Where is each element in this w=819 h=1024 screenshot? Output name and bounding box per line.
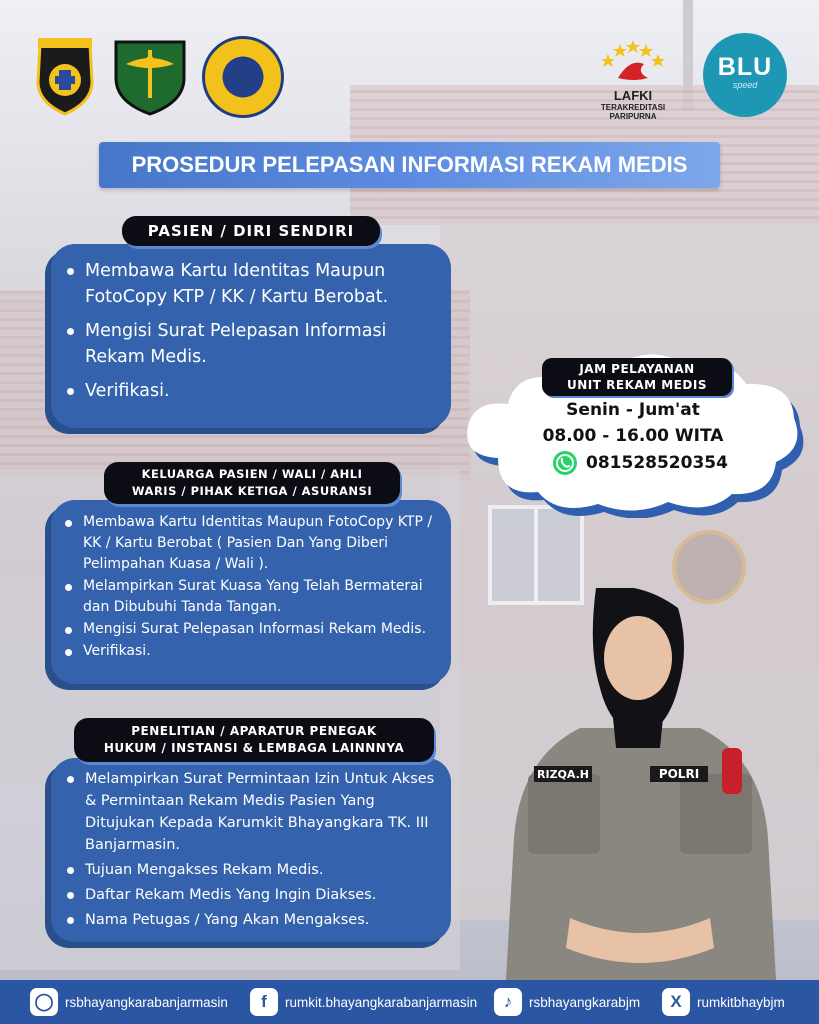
- section-label-family: [104, 462, 400, 504]
- lafki-name: LAFKI: [613, 88, 653, 103]
- social-footer: [0, 980, 819, 1024]
- section-box-patient: [51, 244, 451, 428]
- service-hours-label-line: JAM PELAYANAN: [579, 362, 695, 376]
- officer-name-tag: RIZQA.H: [537, 768, 589, 781]
- instagram-link[interactable]: [30, 988, 228, 1016]
- whatsapp-icon: [552, 450, 578, 476]
- hospital-seal-logo: [202, 36, 284, 118]
- whatsapp-contact[interactable]: [552, 450, 728, 476]
- list-item: Melampirkan Surat Kuasa Yang Telah Bermaterai dan Dibubuhi Tanda Tangan.: [63, 576, 441, 618]
- tiktok-handle: rsbhayangkarabjm: [529, 994, 641, 1010]
- list-item: Mengisi Surat Pelepasan Informasi Rekam Medis.: [63, 619, 441, 640]
- blu-logo: [703, 33, 787, 117]
- section-box-family: [51, 500, 451, 684]
- list-item: Verifikasi.: [65, 378, 435, 404]
- service-days: Senin - Jum'at: [566, 400, 700, 420]
- list-item: Mengisi Surat Pelepasan Informasi Rekam Medis.: [65, 318, 435, 370]
- list-item: Verifikasi.: [63, 641, 441, 662]
- x-icon: X: [662, 988, 690, 1016]
- service-hours-label: [542, 358, 732, 396]
- patient-requirements-list: [65, 258, 435, 404]
- list-item: Membawa Kartu Identitas Maupun FotoCopy KTP / KK / Kartu Berobat ( Pasien Dan Yang Diberi Pelimpahan Kuasa / Wali ).: [63, 512, 441, 575]
- section-box-research: [51, 758, 451, 942]
- facebook-link[interactable]: [250, 988, 477, 1016]
- police-badge-logo: [34, 36, 96, 116]
- section-label-line: HUKUM / INSTANSI & LEMBAGA LAINNNYA: [103, 741, 405, 755]
- page-title: PROSEDUR PELEPASAN INFORMASI REKAM MEDIS: [99, 142, 720, 188]
- service-hours-label-line: UNIT REKAM MEDIS: [567, 378, 707, 392]
- section-label-line: WARIS / PIHAK KETIGA / ASURANSI: [131, 484, 373, 498]
- list-item: Membawa Kartu Identitas Maupun FotoCopy KTP / KK / Kartu Berobat.: [65, 258, 435, 310]
- lafki-accreditation: TERAKREDITASI PARIPURNA: [600, 103, 666, 121]
- list-item: Tujuan Mengakses Rekam Medis.: [65, 859, 441, 881]
- tiktok-link[interactable]: [494, 988, 640, 1016]
- lafki-mark-icon: [578, 38, 688, 84]
- tiktok-icon: ♪: [494, 988, 522, 1016]
- facebook-handle: rumkit.bhayangkarabanjarmasin: [285, 994, 478, 1010]
- blu-name: BLU: [717, 53, 773, 81]
- instagram-icon: ◯: [30, 988, 58, 1016]
- service-hours-cloud: [458, 338, 808, 518]
- list-item: Nama Petugas / Yang Akan Mengakses.: [65, 909, 441, 931]
- section-label-research: [74, 718, 434, 762]
- section-label-line: PENELITIAN / APARATUR PENEGAK: [131, 724, 377, 738]
- list-item: Daftar Rekam Medis Yang Ingin Diakses.: [65, 884, 441, 906]
- family-requirements-list: [63, 512, 441, 662]
- section-label-line: KELUARGA PASIEN / WALI / AHLI: [141, 467, 363, 481]
- lafki-logo: [578, 38, 688, 121]
- x-handle: rumkitbhaybjm: [697, 994, 785, 1010]
- list-item: Melampirkan Surat Permintaan Izin Untuk Akses & Permintaan Rekam Medis Pasien Yang Ditujukan Kepada Karumkit Bhayangkara TK. III Banjarmasin.: [65, 768, 441, 856]
- blu-sub: speed: [732, 80, 758, 90]
- service-time: 08.00 - 16.00 WITA: [542, 426, 724, 446]
- whatsapp-number: 081528520354: [586, 453, 728, 473]
- officer-photo: [500, 588, 780, 980]
- health-shield-logo: [112, 38, 188, 116]
- instagram-handle: rsbhayangkarabanjarmasin: [65, 994, 228, 1010]
- x-link[interactable]: [662, 988, 785, 1016]
- research-requirements-list: [65, 768, 441, 931]
- section-label-patient: PASIEN / DIRI SENDIRI: [122, 216, 380, 246]
- officer-unit-tag: POLRI: [658, 767, 700, 781]
- facebook-icon: f: [250, 988, 278, 1016]
